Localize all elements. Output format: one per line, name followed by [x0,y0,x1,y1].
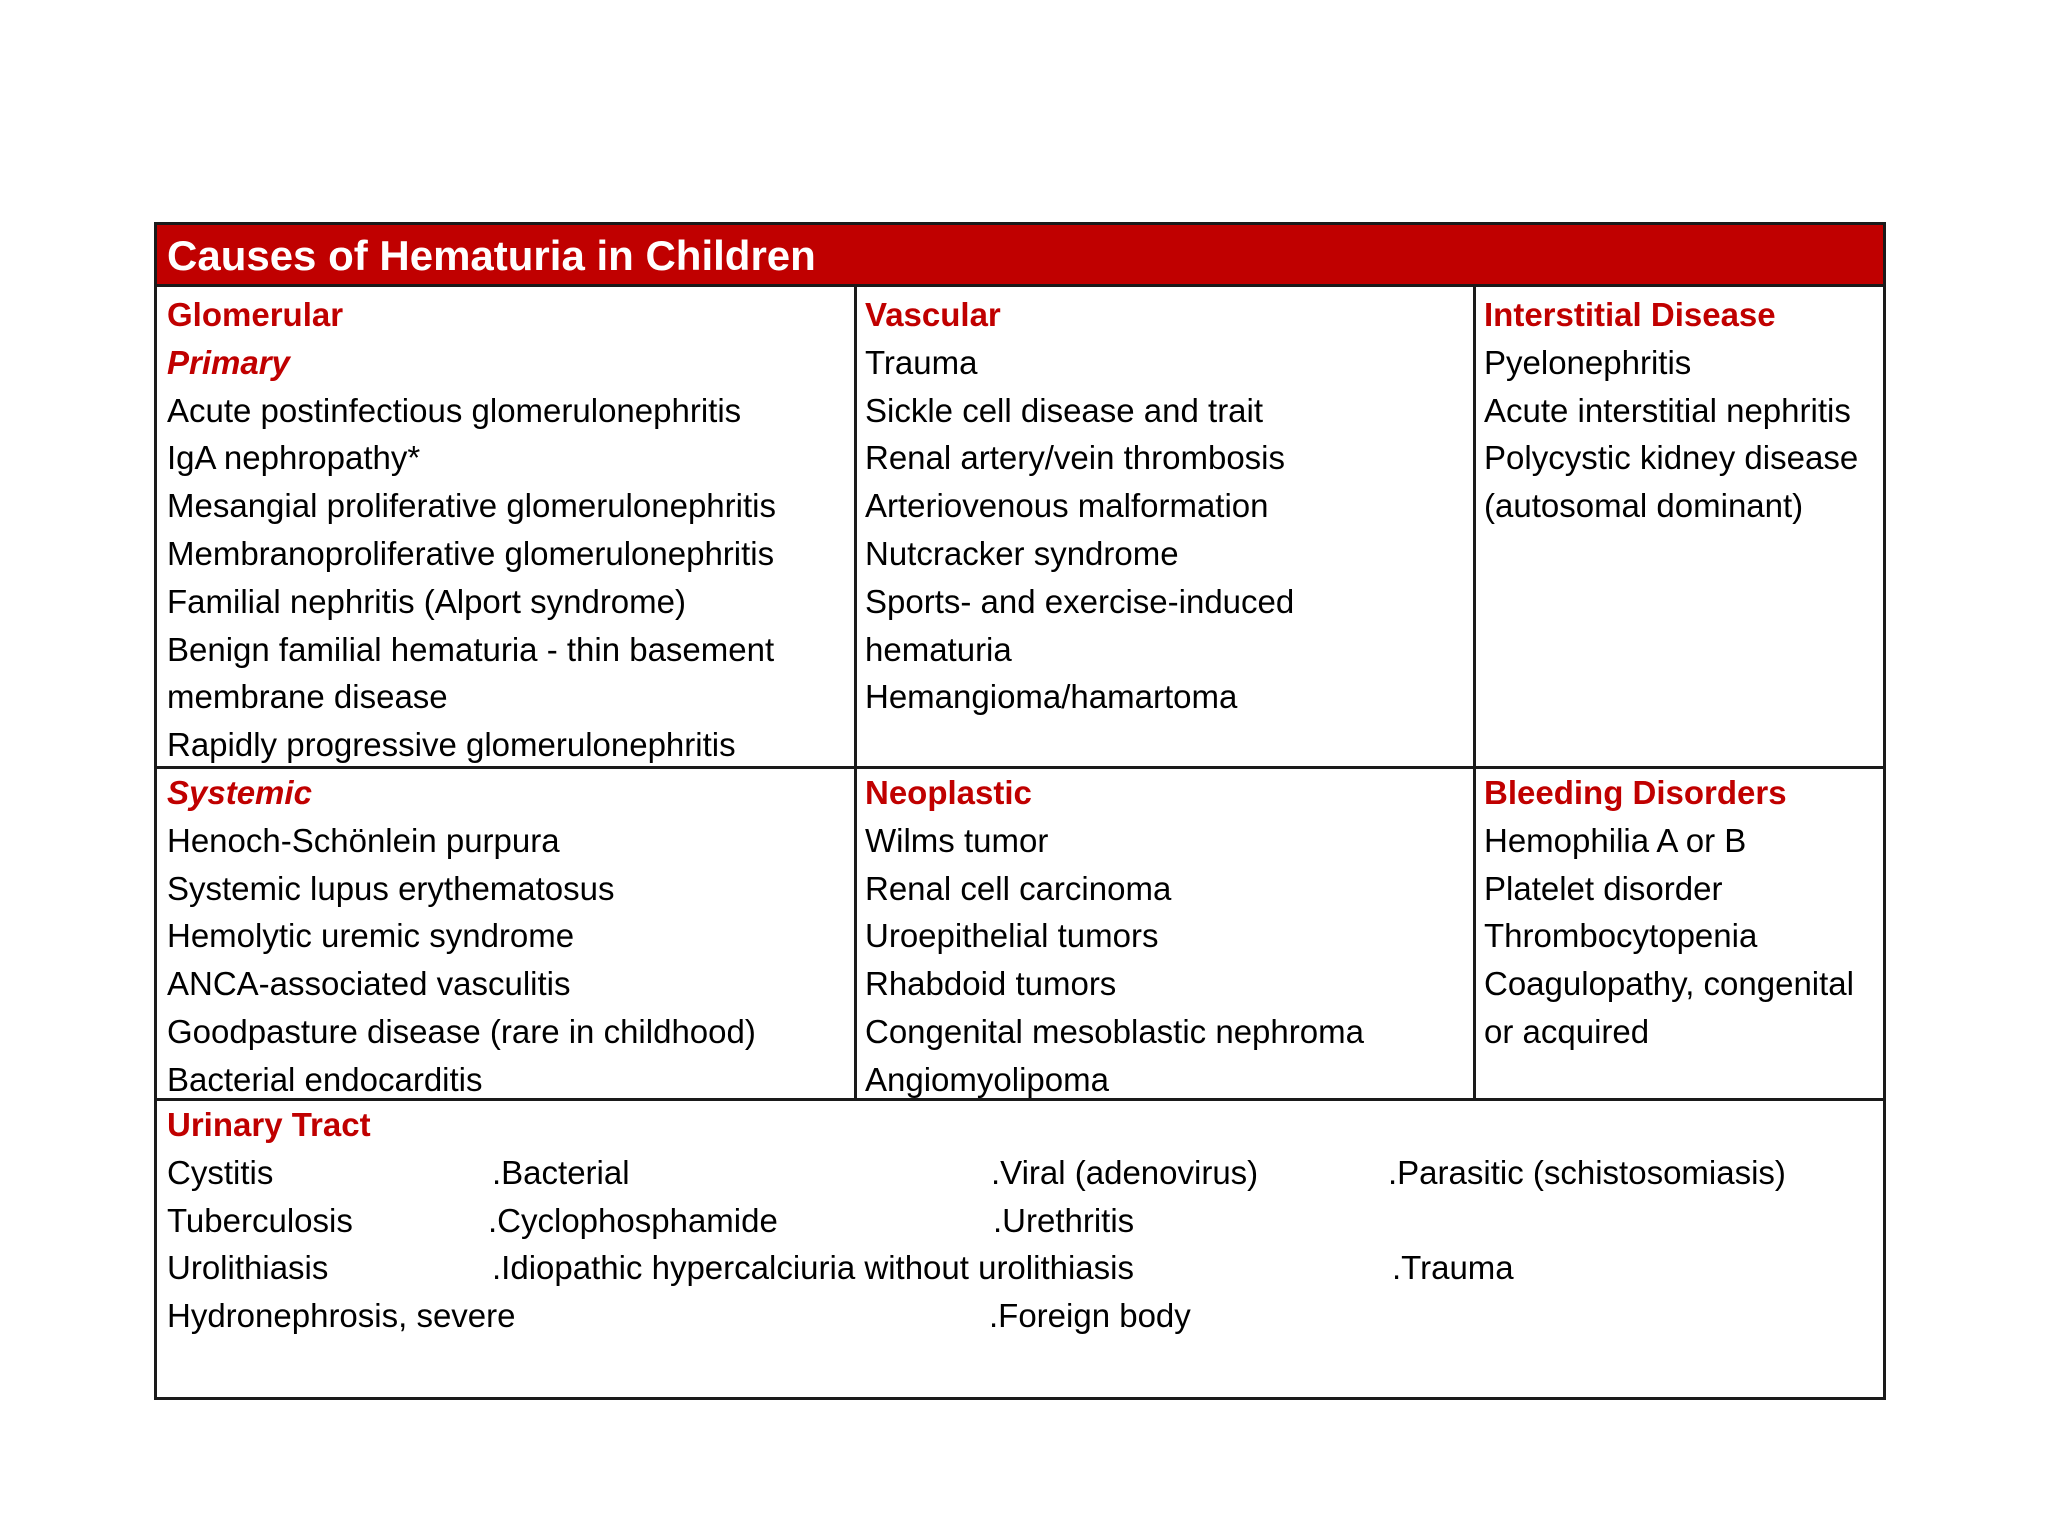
list-item: hematuria [865,630,1012,668]
urinary-tract-cell [167,1101,1867,1391]
list-item: Goodpasture disease (rare in childhood) [167,1012,756,1050]
list-item: Hemophilia A or B [1484,821,1747,859]
list-item: or acquired [1484,1012,1650,1050]
list-item: Bacterial endocarditis [167,1060,483,1098]
column-divider-1 [854,287,857,1101]
urinary-row-2 [167,1197,1867,1245]
interstitial-cell [1484,291,1858,530]
bleeding-cell [1484,769,1854,1056]
hematuria-causes-table [154,222,1886,1400]
list-item: Acute interstitial nephritis [1484,391,1851,429]
list-item: Sports- and exercise-induced [865,582,1295,620]
list-item: Wilms tumor [865,821,1049,859]
list-item: Renal artery/vein thrombosis [865,439,1286,477]
list-item: Pyelonephritis [1484,343,1692,381]
list-item: ANCA-associated vasculitis [167,965,571,1003]
list-item: Nutcracker syndrome [865,534,1179,572]
list-item: .Viral (adenovirus) [991,1153,1259,1191]
urinary-row-3 [167,1244,1867,1292]
glomerular-primary-cell [167,291,776,769]
list-item: .Trauma [1392,1249,1514,1287]
urinary-row-1 [167,1149,1867,1197]
vascular-heading: Vascular [865,296,1001,333]
list-item: Rhabdoid tumors [865,965,1117,1003]
list-item: Sickle cell disease and trait [865,391,1264,429]
list-item: Familial nephritis (Alport syndrome) [167,582,686,620]
list-item: Acute postinfectious glomerulonephritis [167,391,742,429]
urinary-row-4 [167,1292,1867,1340]
table-title-bar [157,225,1883,287]
neoplastic-cell [865,769,1364,1104]
column-divider-2 [1473,287,1476,1101]
list-item: Mesangial proliferative glomerulonephritis [167,487,776,525]
neoplastic-heading: Neoplastic [865,774,1032,811]
list-item: .Parasitic (schistosomiasis) [1388,1153,1786,1191]
interstitial-heading: Interstitial Disease [1484,296,1776,333]
list-item: Trauma [865,343,978,381]
list-item: Hemangioma/hamartoma [865,678,1238,716]
list-item: Systemic lupus erythematosus [167,869,615,907]
list-item: .Bacterial [492,1153,630,1191]
urinary-heading: Urinary Tract [167,1106,371,1143]
list-item: Platelet disorder [1484,869,1723,907]
list-item: Hydronephrosis, severe [167,1297,516,1335]
list-item: Urolithiasis [167,1249,329,1287]
vascular-cell [865,291,1294,721]
list-item: Hemolytic uremic syndrome [167,917,575,955]
list-item: IgA nephropathy* [167,439,421,477]
list-item: Membranoproliferative glomerulonephritis [167,534,775,572]
list-item: Tuberculosis [167,1201,353,1239]
list-item: .Foreign body [989,1297,1191,1335]
list-item: Polycystic kidney disease [1484,439,1859,477]
list-item: membrane disease [167,678,448,716]
list-item: Benign familial hematuria - thin basement [167,630,775,668]
primary-subheading: Primary [167,343,290,381]
glomerular-systemic-cell [167,769,756,1104]
systemic-subheading: Systemic [167,774,312,811]
list-item: Renal cell carcinoma [865,869,1172,907]
list-item: Uroepithelial tumors [865,917,1159,955]
glomerular-heading: Glomerular [167,296,344,333]
table-title: Causes of Hematuria in Children [167,232,816,279]
list-item: Angiomyolipoma [865,1060,1109,1098]
list-item: Arteriovenous malformation [865,487,1269,525]
list-item: Henoch-Schönlein purpura [167,821,560,859]
list-item: .Idiopathic hypercalciuria without urolithiasis [492,1249,1134,1287]
bleeding-heading: Bleeding Disorders [1484,774,1787,811]
list-item: .Urethritis [993,1201,1135,1239]
list-item: (autosomal dominant) [1484,487,1804,525]
list-item: .Cyclophosphamide [488,1201,778,1239]
list-item: Coagulopathy, congenital [1484,965,1854,1003]
list-item: Rapidly progressive glomerulonephritis [167,726,736,764]
list-item: Cystitis [167,1153,274,1191]
list-item: Thrombocytopenia [1484,917,1758,955]
list-item: Congenital mesoblastic nephroma [865,1012,1364,1050]
